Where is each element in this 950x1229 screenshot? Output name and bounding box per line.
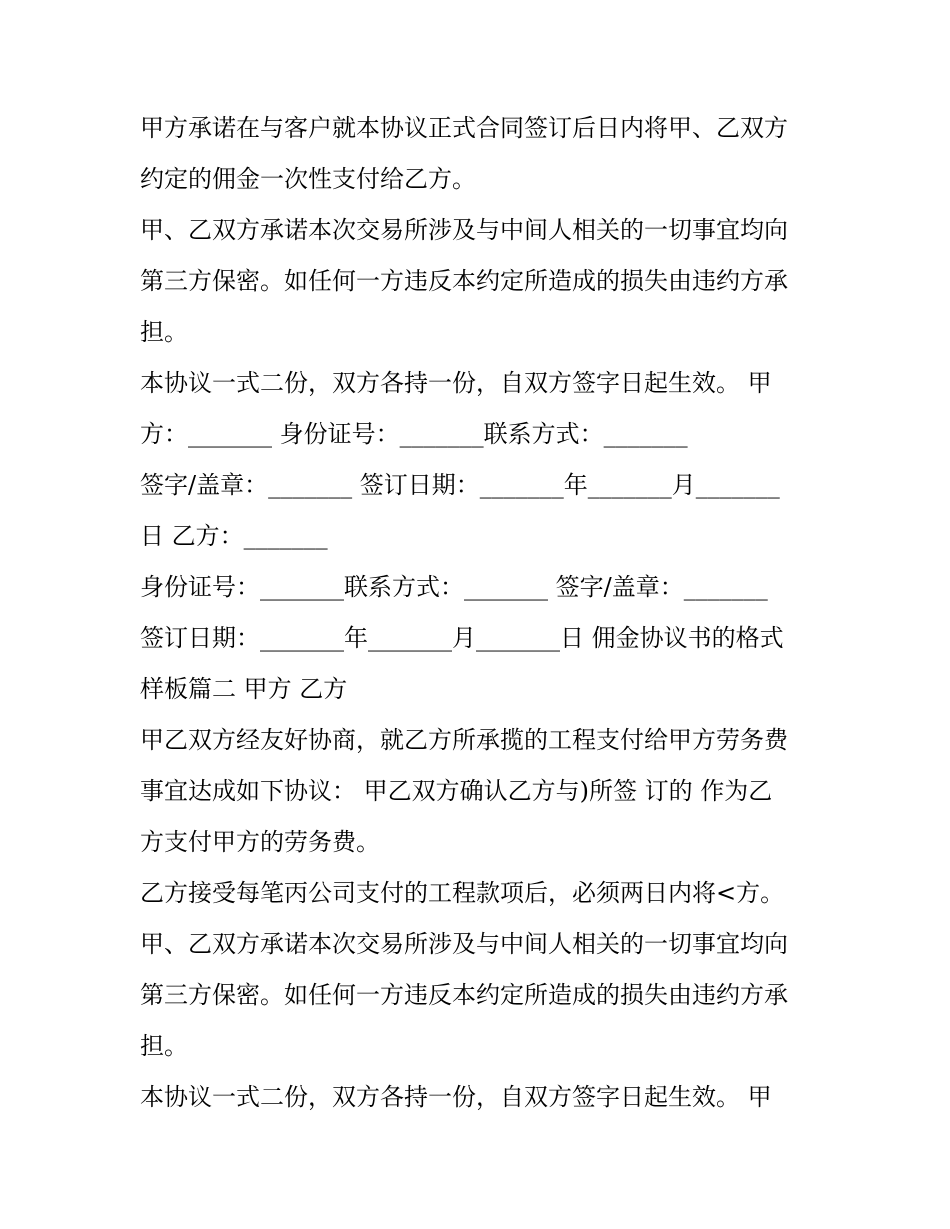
text-line: 本协议一式二份，双方各持一份，自双方签字日起生效。 甲: [140, 369, 772, 397]
text-line: 签订日期：_______年_______月_______日 佣金协议书的格式: [140, 624, 784, 652]
text-line: 担。: [140, 318, 188, 346]
text-line: 约定的佣金一次性支付给乙方。: [140, 165, 476, 193]
text-line: 方：_______ 身份证号：_______联系方式：_______: [140, 420, 688, 448]
text-line: 日 乙方：_______: [140, 522, 328, 550]
text-line: 签字/盖章：_______ 签订日期：_______年_______月_______: [140, 471, 780, 499]
text-line: 第三方保密。如任何一方违反本约定所造成的损失由违约方承: [140, 267, 788, 295]
text-line: 担。: [140, 1032, 188, 1060]
text-line: 身份证号：_______联系方式：_______ 签字/盖章：_______: [140, 573, 768, 601]
text-line: 甲乙双方经友好协商，就乙方所承揽的工程支付给甲方劳务费: [140, 726, 788, 754]
text-line: 甲、乙双方承诺本次交易所涉及与中间人相关的一切事宜均向: [140, 930, 788, 958]
text-line: 方支付甲方的劳务费。: [140, 828, 380, 856]
text-line: 事宜达成如下协议： 甲乙双方确认乙方与)所签 订的 作为乙: [140, 777, 773, 805]
text-line: 乙方接受每笔丙公司支付的工程款项后，必须两日内将<方。: [140, 879, 785, 907]
text-line: 甲方承诺在与客户就本协议正式合同签订后日内将甲、乙双方: [140, 114, 788, 142]
text-line: 甲、乙双方承诺本次交易所涉及与中间人相关的一切事宜均向: [140, 216, 788, 244]
document-body: [140, 103, 830, 1123]
text-line: 第三方保密。如任何一方违反本约定所造成的损失由违约方承: [140, 981, 788, 1009]
text-line: 本协议一式二份，双方各持一份，自双方签字日起生效。 甲: [140, 1083, 772, 1111]
text-line: 样板篇二 甲方 乙方: [140, 675, 348, 703]
